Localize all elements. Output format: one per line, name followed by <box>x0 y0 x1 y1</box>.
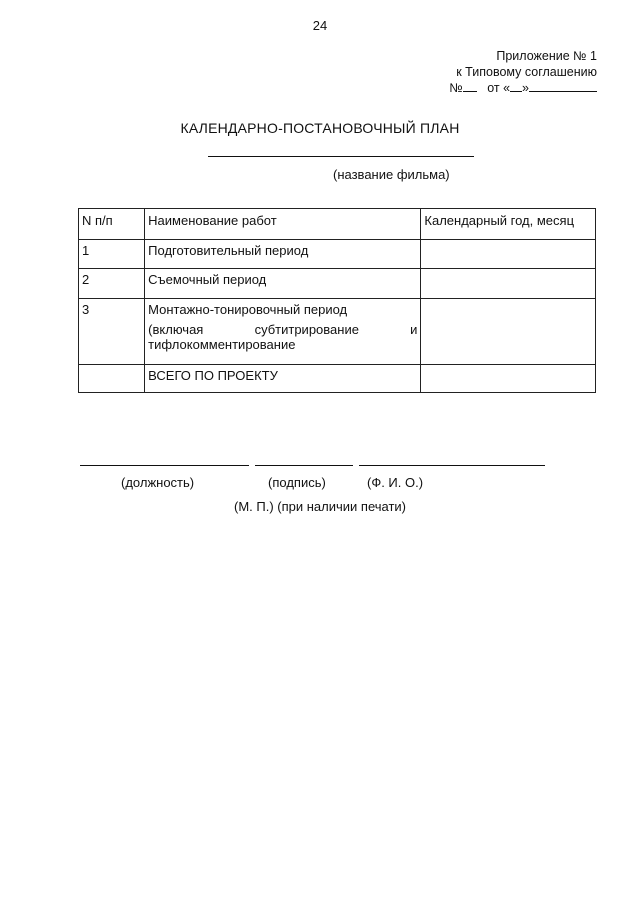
row-work-name: ВСЕГО ПО ПРОЕКТУ <box>145 365 421 393</box>
row-period-cell[interactable] <box>421 299 596 365</box>
row-work-name-main: Монтажно-тонировочный период <box>148 302 348 317</box>
fio-blank[interactable] <box>359 465 545 466</box>
row-period-cell[interactable] <box>421 269 596 299</box>
signature-caption: (подпись) <box>268 475 326 490</box>
agreement-date-close: » <box>522 81 529 95</box>
table-row <box>79 269 596 299</box>
page-number: 24 <box>312 18 328 33</box>
table-header-row <box>79 209 596 240</box>
table-row <box>79 299 596 365</box>
row-number: 1 <box>79 240 145 269</box>
document-title: КАЛЕНДАРНО-ПОСТАНОВОЧНЫЙ ПЛАН <box>180 120 460 136</box>
signature-blank[interactable] <box>255 465 353 466</box>
calendar-plan-table <box>78 208 596 393</box>
note-word: и <box>410 322 418 337</box>
film-title-caption: (название фильма) <box>333 167 450 182</box>
film-title-blank[interactable] <box>208 156 474 157</box>
header-calendar: Календарный год, месяц <box>421 209 596 240</box>
row-period-cell[interactable] <box>421 240 596 269</box>
row-period-cell[interactable] <box>421 365 596 393</box>
appendix-line-3 <box>449 80 597 96</box>
row-work-name: Съемочный период <box>145 269 421 299</box>
row-work-name-note-line-2: тифлокомментирование <box>148 337 296 352</box>
header-number: N п/п <box>79 209 145 240</box>
table-row <box>79 240 596 269</box>
note-word: (включая <box>148 322 204 337</box>
header-work-name: Наименование работ <box>145 209 421 240</box>
note-word: субтитрирование <box>254 322 359 337</box>
appendix-line-1: Приложение № 1 <box>496 49 597 63</box>
agreement-number-label: № <box>449 81 463 95</box>
position-blank[interactable] <box>80 465 249 466</box>
appendix-reference <box>449 48 597 96</box>
agreement-number-blank[interactable] <box>463 80 477 92</box>
fio-caption: (Ф. И. О.) <box>367 475 424 490</box>
row-work-name-note <box>148 322 417 337</box>
row-work-name: Подготовительный период <box>145 240 421 269</box>
agreement-date-label: от « <box>487 81 511 95</box>
row-number: 2 <box>79 269 145 299</box>
appendix-line-2: к Типовому соглашению <box>456 65 597 79</box>
position-caption: (должность) <box>121 475 195 490</box>
agreement-day-blank[interactable] <box>510 80 522 92</box>
row-work-name <box>145 299 421 365</box>
row-number <box>79 365 145 393</box>
agreement-month-year-blank[interactable] <box>529 80 597 92</box>
table-total-row <box>79 365 596 393</box>
row-number: 3 <box>79 299 145 365</box>
seal-note: (М. П.) (при наличии печати) <box>233 499 406 514</box>
